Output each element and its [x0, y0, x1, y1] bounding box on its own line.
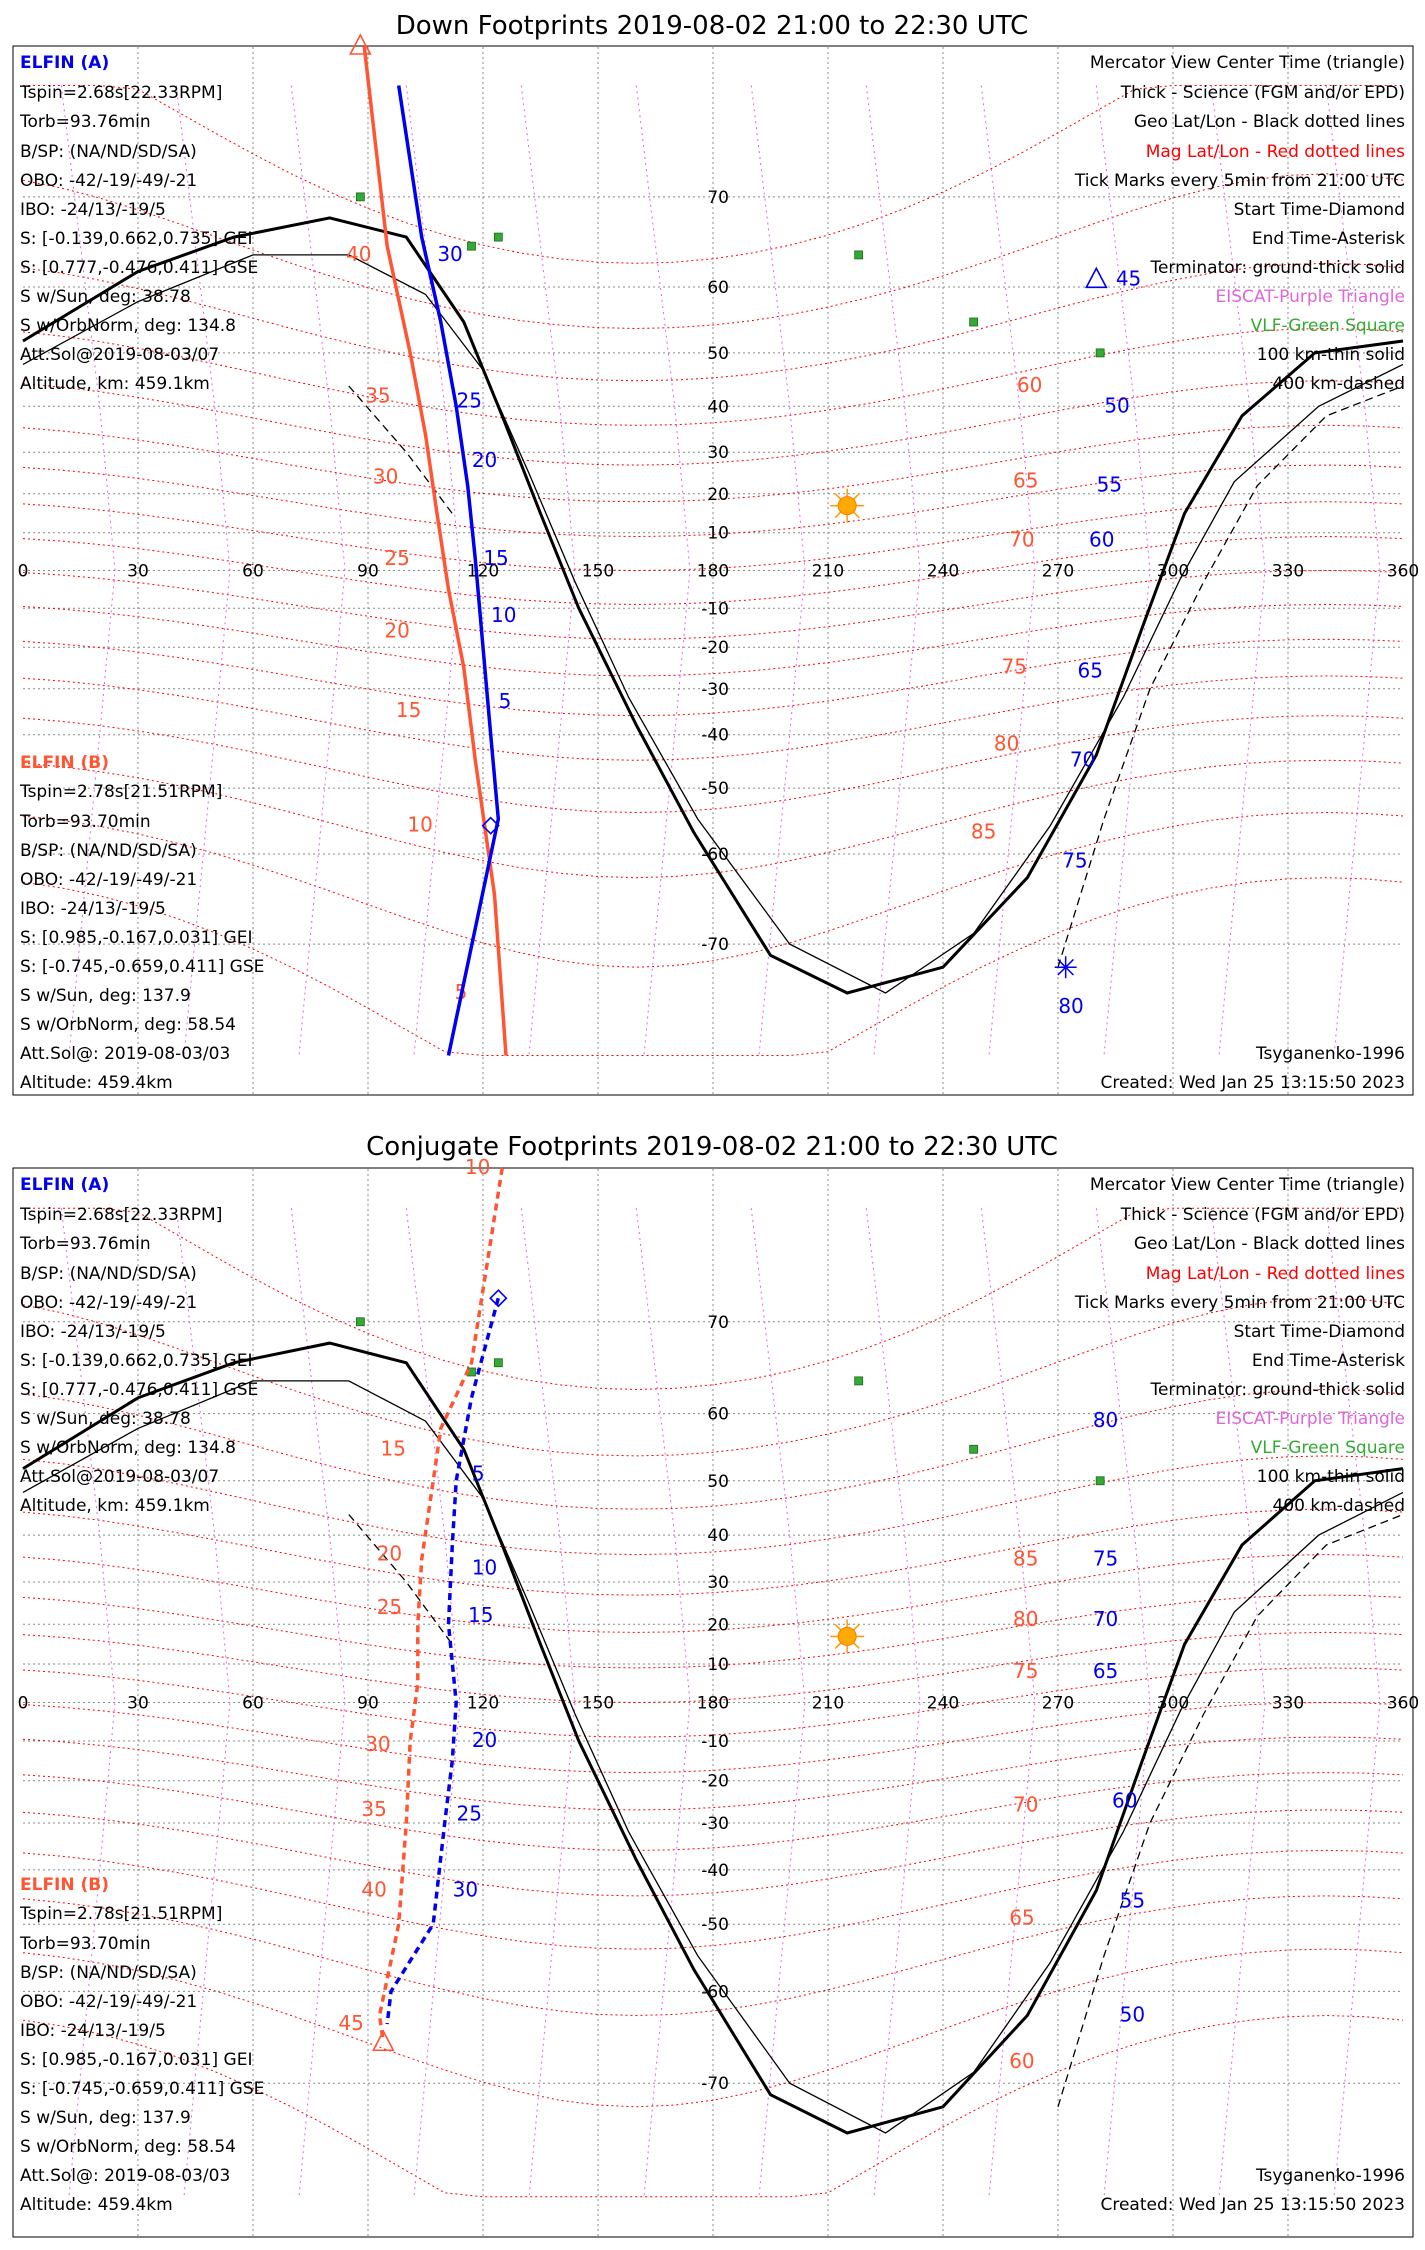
sat-b-tick-label: 20 — [376, 1541, 403, 1566]
sat-b-info-line: Att.Sol@: 2019-08-03/03 — [20, 1044, 231, 1064]
x-tick-label: 240 — [926, 561, 960, 582]
sat-a-header: ELFIN (A) — [20, 1175, 110, 1195]
sat-b-info-line: Torb=93.70min — [20, 812, 151, 832]
sat-a-info-block — [19, 1175, 258, 1516]
sun-disc — [838, 1627, 856, 1645]
sat-a-info-line: S: [-0.139,0.662,0.735] GEI — [20, 1351, 253, 1371]
sat-b-info-line: S w/Sun, deg: 137.9 — [20, 2108, 191, 2128]
center-time-triangle-icon — [350, 35, 370, 54]
vlf-station-icon — [1096, 1477, 1104, 1485]
legend-entry: End Time-Asterisk — [1251, 1351, 1405, 1371]
y-tick-label: -30 — [701, 679, 729, 700]
legend-entry: Geo Lat/Lon - Black dotted lines — [1133, 1234, 1405, 1254]
sat-a-tick-label: 45 — [1115, 266, 1142, 291]
y-tick-label: -10 — [701, 1731, 729, 1752]
y-tick-label: 60 — [707, 1404, 729, 1425]
legend-entry: Tick Marks every 5min from 21:00 UTC — [1074, 1293, 1405, 1313]
y-tick-label: 50 — [707, 343, 729, 364]
legend-entry: VLF-Green Square — [1250, 316, 1405, 336]
legend-entry: Mercator View Center Time (triangle) — [1089, 53, 1405, 73]
sat-a-info-block — [19, 53, 258, 394]
y-tick-label: 50 — [707, 1471, 729, 1492]
sun-ray — [835, 1624, 841, 1630]
y-tick-label: 20 — [707, 1615, 729, 1636]
sat-a-tick-label: 70 — [1069, 747, 1096, 772]
x-tick-label: 360 — [1386, 561, 1420, 582]
legend-entry: 100 km-thin solid — [1256, 1467, 1405, 1487]
sat-b-info-line: B/SP: (NA/ND/SD/SA) — [20, 841, 197, 861]
sat-b-tick-label: 70 — [1009, 527, 1035, 552]
sat-b-tick-label: 40 — [346, 241, 372, 266]
x-tick-label: 60 — [242, 1693, 264, 1714]
sat-b-tick-label: 30 — [365, 1731, 391, 1756]
sun-ray — [854, 1624, 860, 1630]
legend-entry: VLF-Green Square — [1250, 1438, 1405, 1458]
sun-ray — [835, 1643, 841, 1649]
y-tick-label: -50 — [701, 779, 729, 800]
legend-entry: 400 km-dashed — [1272, 374, 1405, 394]
sat-b-tick-label: 30 — [372, 464, 399, 489]
x-tick-label: 150 — [581, 561, 615, 582]
sat-a-tick-label: 20 — [471, 447, 498, 472]
sat-a-tick-label: 60 — [1089, 527, 1115, 552]
sat-a-tick-label: 25 — [456, 388, 482, 413]
y-tick-label: 30 — [707, 1572, 729, 1593]
y-tick-label: -70 — [701, 2074, 729, 2095]
down-footprints-panel — [13, 11, 1419, 1095]
sat-b-tick-label: 45 — [338, 2011, 364, 2036]
x-tick-label: 330 — [1271, 561, 1305, 582]
sun-ray — [835, 494, 841, 500]
sat-a-tick-label: 60 — [1112, 1788, 1138, 1813]
y-tick-label: 20 — [707, 484, 729, 505]
x-tick-label: 90 — [357, 561, 379, 582]
sat-b-header: ELFIN (B) — [20, 1875, 110, 1895]
sat-b-info-line: S w/Sun, deg: 137.9 — [20, 986, 191, 1006]
model-credit: Tsyganenko-1996 — [1255, 1044, 1405, 1064]
sat-b-info-line: S w/OrbNorm, deg: 58.54 — [20, 1015, 237, 1035]
y-tick-label: -70 — [701, 935, 729, 956]
sat-a-tick-label: 10 — [471, 1555, 498, 1580]
sat-a-tick-label: 5 — [498, 688, 512, 713]
sat-b-tick-label: 80 — [993, 731, 1020, 756]
x-tick-label: 30 — [127, 1693, 149, 1714]
y-tick-label: 40 — [707, 397, 729, 418]
sat-b-tick-label: 85 — [1013, 1546, 1039, 1571]
legend-entry: End Time-Asterisk — [1251, 229, 1405, 249]
x-tick-label: 120 — [466, 561, 500, 582]
sat-b-info-line: S: [0.985,-0.167,0.031] GEI — [20, 928, 253, 948]
sat-a-info-line: OBO: -42/-19/-49/-21 — [20, 1293, 198, 1313]
sat-b-tick-label: 65 — [1013, 468, 1039, 493]
legend-entry: Thick - Science (FGM and/or EPD) — [1120, 83, 1405, 103]
sat-a-tick-label: 15 — [468, 1603, 494, 1628]
y-tick-label: -10 — [701, 599, 729, 620]
sun-ray — [835, 512, 841, 518]
sat-b-tick-label: 35 — [361, 1796, 387, 1821]
y-tick-label: 70 — [707, 187, 729, 208]
terminator-400km-line — [349, 1515, 453, 1645]
sat-b-tick-label: 25 — [376, 1594, 403, 1619]
x-tick-label: 0 — [17, 1693, 29, 1714]
sat-b-info-line: S w/OrbNorm, deg: 58.54 — [20, 2137, 237, 2157]
vlf-station-icon — [468, 242, 476, 250]
sat-a-info-line: S: [0.777,-0.476,0.411] GSE — [20, 1380, 259, 1400]
sat-a-tick-label: 30 — [437, 241, 463, 266]
vlf-station-icon — [356, 1318, 364, 1326]
sat-a-tick-label: 50 — [1104, 393, 1130, 418]
sat-a-tick-label: 5 — [471, 1461, 485, 1486]
sat-b-tick-label: 70 — [1013, 1792, 1039, 1817]
sat-a-info-line: IBO: -24/13/-19/5 — [20, 1322, 166, 1342]
sat-b-tick-label: 15 — [395, 698, 422, 723]
sat-b-info-line: S: [0.985,-0.167,0.031] GEI — [20, 2050, 253, 2070]
sat-a-info-line: Tspin=2.68s[22.33RPM] — [20, 1205, 223, 1225]
legend-entry: EISCAT-Purple Triangle — [1215, 1409, 1405, 1429]
sat-b-tick-label: 20 — [384, 618, 410, 643]
sat-a-tick-label: 30 — [452, 1877, 479, 1902]
sat-b-info-line: B/SP: (NA/ND/SD/SA) — [20, 1963, 197, 1983]
legend-entry: EISCAT-Purple Triangle — [1215, 287, 1405, 307]
sat-a-info-line: S w/OrbNorm, deg: 134.8 — [20, 1438, 237, 1458]
legend-entry: Geo Lat/Lon - Black dotted lines — [1133, 112, 1405, 132]
vlf-station-icon — [356, 193, 364, 201]
y-tick-label: -20 — [701, 1771, 729, 1792]
legend-entry: Mag Lat/Lon - Red dotted lines — [1145, 1264, 1405, 1284]
x-tick-label: 300 — [1156, 1693, 1190, 1714]
sat-a-info-line: Torb=93.76min — [20, 112, 151, 132]
sat-a-footprint-track — [387, 1298, 498, 2024]
x-tick-label: 0 — [17, 561, 29, 582]
legend-entry: Mercator View Center Time (triangle) — [1089, 1175, 1405, 1195]
sat-a-info-line: Altitude, km: 459.1km — [20, 1496, 210, 1516]
sat-a-info-line: S w/Sun, deg: 38.78 — [20, 287, 191, 307]
y-tick-label: 30 — [707, 443, 729, 464]
legend — [1074, 1175, 1405, 1516]
sat-a-info-line: S: [-0.139,0.662,0.735] GEI — [20, 229, 253, 249]
x-tick-label: 180 — [696, 561, 730, 582]
panel-title: Down Footprints 2019-08-02 21:00 to 22:30 UTC — [395, 11, 1029, 41]
x-tick-label: 90 — [357, 1693, 379, 1714]
y-tick-label: 10 — [707, 1655, 729, 1676]
x-tick-label: 210 — [811, 561, 845, 582]
sat-b-header: ELFIN (B) — [20, 753, 110, 773]
y-tick-label: -40 — [701, 725, 729, 746]
vlf-station-icon — [970, 318, 978, 326]
sat-b-tick-label: 75 — [1001, 654, 1027, 679]
sat-a-info-line: B/SP: (NA/ND/SD/SA) — [20, 142, 197, 162]
sat-a-tick-label: 70 — [1092, 1607, 1119, 1632]
sat-b-info-line: Att.Sol@: 2019-08-03/03 — [20, 2166, 231, 2186]
sat-a-header: ELFIN (A) — [20, 53, 110, 73]
created-timestamp: Created: Wed Jan 25 13:15:50 2023 — [1100, 1073, 1405, 1093]
sat-b-tick-label: 15 — [380, 1436, 406, 1461]
vlf-station-icon — [494, 1359, 502, 1367]
sat-a-tick-label: 55 — [1096, 472, 1123, 497]
x-tick-label: 180 — [696, 1693, 730, 1714]
sat-a-tick-label: 75 — [1062, 848, 1088, 873]
x-tick-label: 60 — [242, 561, 264, 582]
legend — [1074, 53, 1405, 394]
center-time-triangle-icon — [1086, 268, 1106, 287]
sat-a-info-line: IBO: -24/13/-19/5 — [20, 200, 166, 220]
conjugate-footprints-panel — [13, 1132, 1419, 2237]
vlf-station-icon — [494, 233, 502, 241]
y-tick-label: -50 — [701, 1915, 729, 1936]
x-tick-label: 150 — [581, 1693, 615, 1714]
sat-a-info-line: Att.Sol@2019-08-03/07 — [20, 1467, 220, 1487]
sat-a-info-line: OBO: -42/-19/-49/-21 — [20, 171, 198, 191]
end-asterisk-icon — [1055, 956, 1077, 978]
sat-b-tick-label: 80 — [1013, 1607, 1039, 1632]
sat-a-info-line: Altitude, km: 459.1km — [20, 374, 210, 394]
sat-a-info-line: S: [0.777,-0.476,0.411] GSE — [20, 258, 259, 278]
legend-entry: Mag Lat/Lon - Red dotted lines — [1145, 142, 1405, 162]
sat-a-tick-label: 75 — [1092, 1546, 1119, 1571]
panel-title: Conjugate Footprints 2019-08-02 21:00 to 22:30 UTC — [366, 1132, 1058, 1162]
x-tick-label: 120 — [466, 1693, 500, 1714]
y-tick-label: 40 — [707, 1526, 729, 1547]
y-tick-label: -60 — [701, 845, 729, 866]
y-tick-label: -20 — [701, 638, 729, 659]
sat-b-tick-label: 75 — [1013, 1658, 1039, 1683]
x-tick-label: 270 — [1041, 561, 1075, 582]
vlf-station-icon — [970, 1445, 978, 1453]
sat-b-tick-label: 60 — [1009, 2048, 1035, 2073]
sat-b-tick-label: 65 — [1009, 1905, 1035, 1930]
sat-b-info-line: Tspin=2.78s[21.51RPM] — [20, 1904, 223, 1924]
x-tick-label: 270 — [1041, 1693, 1075, 1714]
sat-b-info-line: Torb=93.70min — [20, 1934, 151, 1954]
sat-a-tick-label: 50 — [1119, 2002, 1146, 2027]
sat-a-info-line: Tspin=2.68s[22.33RPM] — [20, 83, 223, 103]
sat-a-tick-label: 80 — [1092, 1408, 1119, 1433]
sat-b-tick-label: 10 — [464, 1155, 491, 1179]
sat-b-info-line: S: [-0.745,-0.659,0.411] GSE — [20, 957, 265, 977]
created-timestamp: Created: Wed Jan 25 13:15:50 2023 — [1100, 2195, 1405, 2215]
sat-a-tick-label: 65 — [1077, 658, 1103, 683]
sun-ray — [854, 512, 860, 518]
x-tick-label: 210 — [811, 1693, 845, 1714]
y-tick-label: 60 — [707, 277, 729, 298]
vlf-station-icon — [855, 1377, 863, 1385]
sat-b-tick-label: 25 — [384, 546, 410, 571]
sat-a-info-line: Torb=93.76min — [20, 1234, 151, 1254]
y-tick-label: 70 — [707, 1312, 729, 1333]
legend-entry: Thick - Science (FGM and/or EPD) — [1120, 1205, 1405, 1225]
x-tick-label: 300 — [1156, 561, 1190, 582]
sat-a-info-line: S w/Sun, deg: 38.78 — [20, 1409, 191, 1429]
sat-b-tick-label: 35 — [365, 383, 391, 408]
sat-b-info-line: OBO: -42/-19/-49/-21 — [20, 1992, 198, 2012]
y-tick-label: -40 — [701, 1860, 729, 1881]
sun-ray — [854, 1643, 860, 1649]
legend-entry: 100 km-thin solid — [1256, 345, 1405, 365]
sat-a-tick-label: 25 — [456, 1801, 482, 1826]
x-tick-label: 30 — [127, 561, 149, 582]
x-tick-label: 360 — [1386, 1693, 1420, 1714]
sat-b-info-line: IBO: -24/13/-19/5 — [20, 899, 166, 919]
model-credit: Tsyganenko-1996 — [1255, 2166, 1405, 2186]
y-tick-label: -30 — [701, 1814, 729, 1835]
sat-b-tick-label: 60 — [1016, 373, 1043, 398]
sat-b-info-line: OBO: -42/-19/-49/-21 — [20, 870, 198, 890]
sat-a-tick-label: 65 — [1092, 1658, 1119, 1683]
x-tick-label: 330 — [1271, 1693, 1305, 1714]
sat-b-tick-label: 40 — [361, 1877, 387, 1902]
legend-entry: 400 km-dashed — [1272, 1496, 1405, 1516]
sat-a-tick-label: 15 — [483, 546, 509, 571]
legend-entry: Tick Marks every 5min from 21:00 UTC — [1074, 171, 1405, 191]
sun-icon — [830, 1619, 864, 1653]
sat-a-info-line: S w/OrbNorm, deg: 134.8 — [20, 316, 237, 336]
sun-disc — [838, 497, 856, 515]
y-tick-label: 10 — [707, 523, 729, 544]
sat-b-info-line: IBO: -24/13/-19/5 — [20, 2021, 166, 2041]
sat-b-tick-label: 5 — [454, 979, 468, 1004]
sat-b-info-line: S: [-0.745,-0.659,0.411] GSE — [20, 2079, 265, 2099]
sat-b-info-block — [19, 753, 264, 1093]
sat-b-info-line: Altitude: 459.4km — [20, 2195, 173, 2215]
sat-a-info-line: B/SP: (NA/ND/SD/SA) — [20, 1264, 197, 1284]
legend-entry: Terminator: ground-thick solid — [1150, 1380, 1405, 1400]
sat-b-tick-label: 85 — [970, 819, 997, 844]
legend-entry: Start Time-Diamond — [1233, 1322, 1405, 1342]
sat-b-tick-label: 10 — [407, 812, 433, 837]
vlf-station-icon — [1096, 349, 1104, 357]
legend-entry: Terminator: ground-thick solid — [1150, 258, 1405, 278]
legend-entry: Start Time-Diamond — [1233, 200, 1405, 220]
map-area — [18, 1155, 1420, 2236]
sun-ray — [854, 494, 860, 500]
sat-a-tick-label: 20 — [471, 1727, 498, 1752]
sat-a-tick-label: 10 — [491, 602, 517, 627]
vlf-station-icon — [855, 251, 863, 259]
sun-icon — [830, 489, 864, 523]
sat-a-tick-label: 55 — [1119, 1888, 1146, 1913]
sat-a-info-line: Att.Sol@2019-08-03/07 — [20, 345, 220, 365]
sat-b-info-line: Tspin=2.78s[21.51RPM] — [20, 782, 223, 802]
sat-a-tick-label: 80 — [1058, 994, 1084, 1019]
y-tick-label: -60 — [701, 1982, 729, 2003]
sat-b-info-line: Altitude: 459.4km — [20, 1073, 173, 1093]
x-tick-label: 240 — [926, 1693, 960, 1714]
